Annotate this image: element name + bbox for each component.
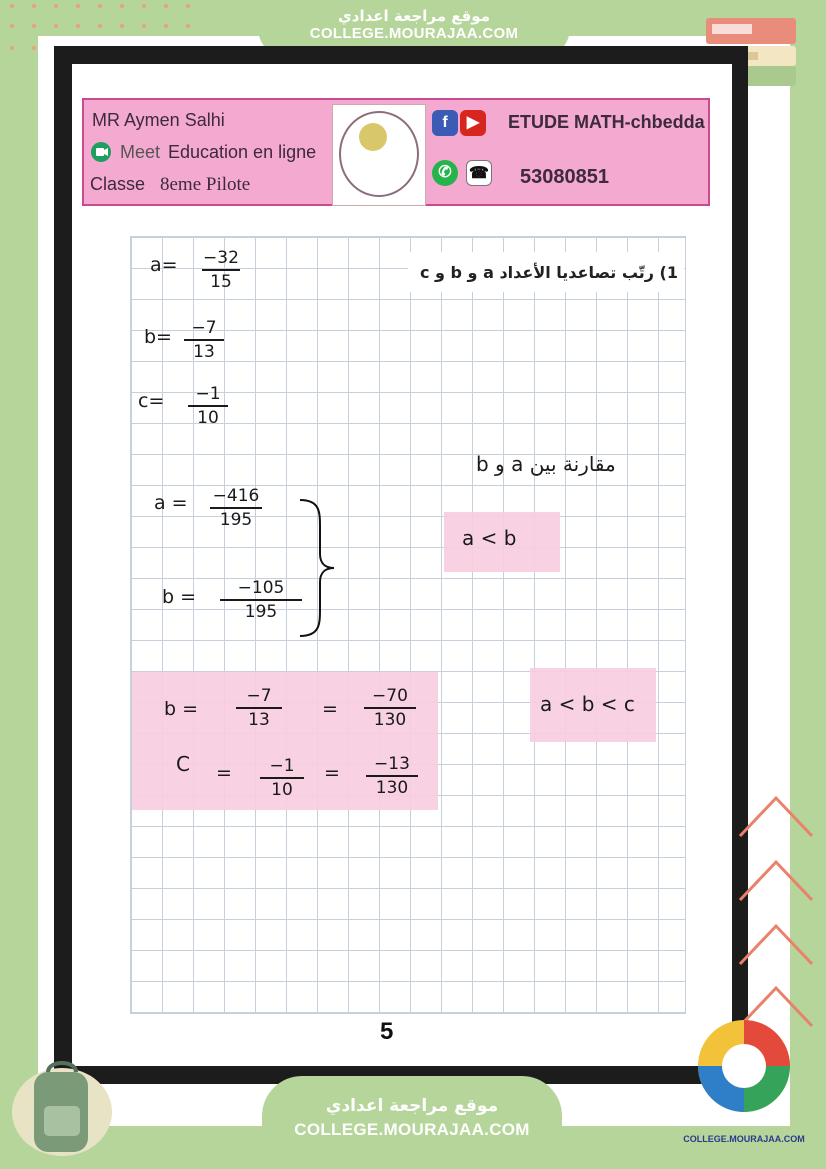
a2-label: a = — [154, 492, 188, 514]
a-denominator: 15 — [210, 272, 232, 292]
c3-equals: = — [324, 762, 340, 784]
b-fraction — [184, 318, 224, 362]
page-number: 5 — [380, 1018, 394, 1045]
b3-label: b = — [164, 698, 199, 720]
c-numerator: −1 — [195, 384, 221, 404]
a-numerator: −32 — [203, 248, 239, 268]
phone-icon[interactable]: ☎ — [466, 160, 492, 186]
result-abc: a < b < c — [540, 692, 635, 716]
a2-denominator: 195 — [219, 510, 253, 530]
page-name: ETUDE MATH-chbedda — [508, 112, 705, 132]
c-fraction — [188, 384, 228, 428]
b3-denominator-2: 130 — [373, 710, 407, 730]
backpack-icon — [8, 1056, 116, 1160]
c3-numerator-2: −13 — [374, 754, 410, 774]
b-label: b= — [144, 326, 172, 348]
whatsapp-icon[interactable]: ✆ — [432, 160, 458, 186]
bottom-banner[interactable] — [262, 1076, 562, 1169]
b3-numerator-2: −70 — [372, 686, 408, 706]
c-label: c= — [138, 390, 165, 412]
site-arabic-name: موقع مراجعة اعدادي — [338, 7, 490, 25]
question-text: 1) رتّب تصاعديا الأعداد a و b و c — [419, 263, 678, 282]
b3-fraction — [236, 686, 282, 730]
site-url-footer[interactable]: COLLEGE.MOURAJAA.COM — [294, 1120, 530, 1139]
site-url[interactable]: COLLEGE.MOURAJAA.COM — [309, 25, 519, 42]
c3-denominator: 10 — [271, 780, 293, 800]
meet-label: Meet — [120, 142, 161, 162]
class-value: 8eme Pilote — [160, 174, 251, 195]
school-logo — [332, 104, 426, 206]
c3-label: C — [176, 752, 190, 776]
chevron-decoration-icon — [736, 790, 816, 1030]
phone-number: 53080851 — [520, 166, 609, 188]
b-denominator: 13 — [193, 342, 215, 362]
meet-value: Education en ligne — [168, 142, 317, 162]
b2-fraction — [220, 578, 302, 622]
c3-fraction — [260, 756, 304, 800]
b3-fraction-130 — [364, 686, 416, 730]
c3-denominator-2: 130 — [375, 778, 409, 798]
b3-equals: = — [322, 698, 338, 720]
b3-numerator: −7 — [246, 686, 272, 706]
b2-numerator: −105 — [237, 578, 285, 598]
b3-denominator: 13 — [248, 710, 270, 730]
c3-equals-1: = — [216, 762, 232, 784]
teacher-name: MR Aymen Salhi — [92, 110, 225, 130]
youtube-icon[interactable]: ▶ — [460, 110, 486, 136]
result-ab: a < b — [462, 526, 517, 550]
b2-label: b = — [162, 586, 197, 608]
compare-heading: مقارنة بين a و b — [476, 452, 616, 476]
site-arabic-name-footer: موقع مراجعة اعدادي — [325, 1096, 499, 1116]
logo-text: COLLEGE.MOURAJAA.COM — [683, 1134, 805, 1144]
class-label: Classe — [90, 174, 146, 194]
c3-fraction-130 — [366, 754, 418, 798]
a2-fraction — [210, 486, 262, 530]
curly-brace — [296, 498, 338, 638]
c3-numerator: −1 — [269, 756, 295, 776]
meet-icon — [90, 141, 112, 163]
facebook-icon[interactable]: f — [432, 110, 458, 136]
c-denominator: 10 — [197, 408, 219, 428]
question-strip — [408, 252, 684, 292]
b2-denominator: 195 — [244, 602, 278, 622]
b-numerator: −7 — [191, 318, 217, 338]
a2-numerator: −416 — [212, 486, 260, 506]
a-label: a= — [150, 254, 178, 276]
college-mouraja-logo — [683, 1014, 805, 1146]
a-fraction — [202, 248, 240, 292]
